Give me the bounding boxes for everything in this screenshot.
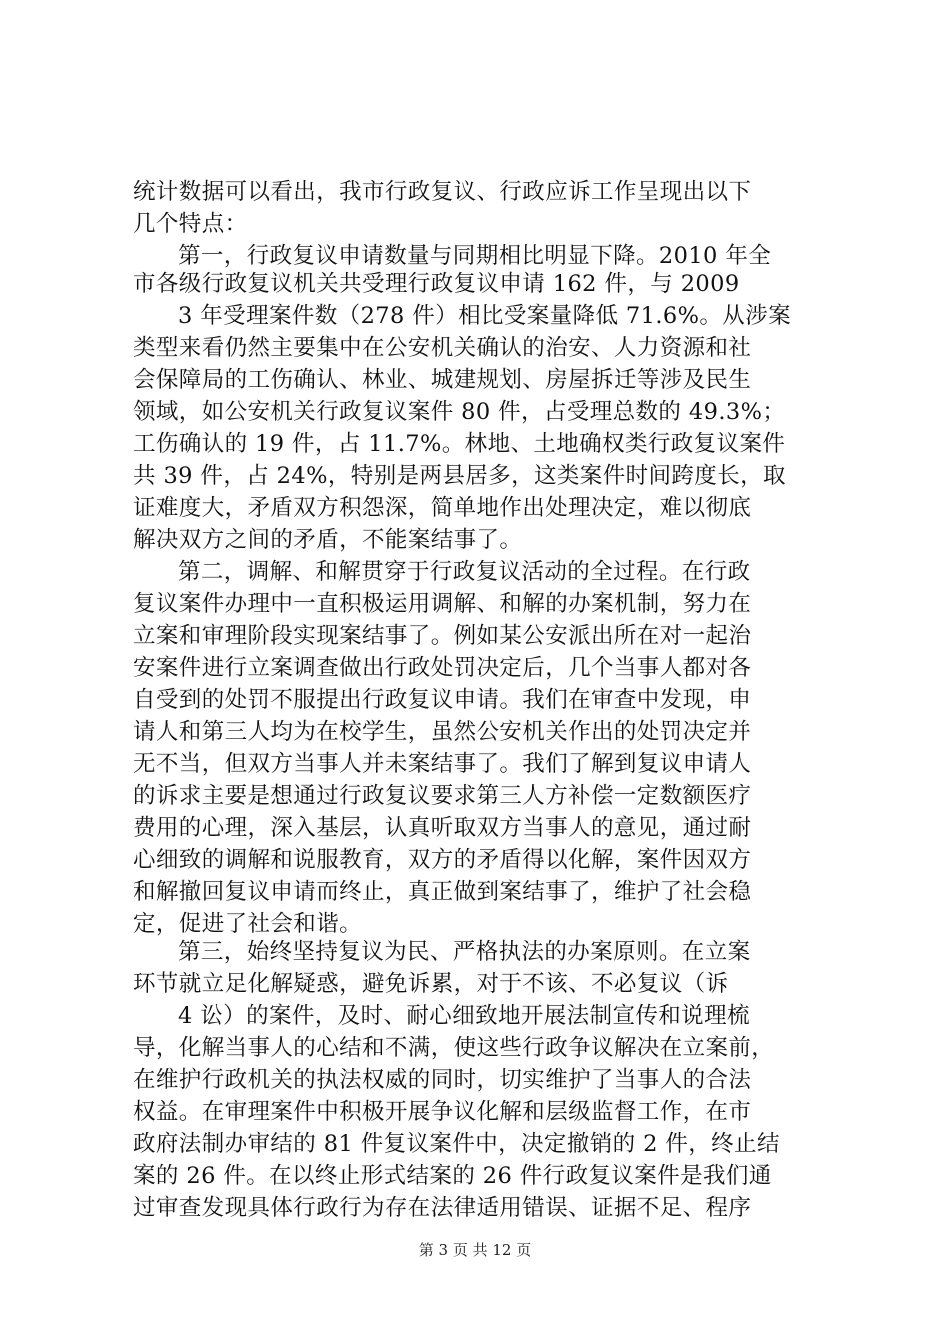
text-line: 环节就立足化解疑惑，避免诉累，对于不该、不必复议（诉 [133, 971, 729, 997]
text-line: 无不当，但双方当事人并未案结事了。我们了解到复议申请人 [133, 751, 752, 777]
text-line: 案的 26 件。在以终止形式结案的 26 件行政复议案件是我们通 [133, 1163, 772, 1189]
text-line: 几个特点： [133, 211, 248, 237]
text-line: 3 年受理案件数（278 件）相比受案量降低 71.6%。从涉案 [178, 303, 791, 329]
text-line: 安案件进行立案调查做出行政处罚决定后，几个当事人都对各 [133, 655, 752, 681]
text-line: 和解撤回复议申请而终止，真正做到案结事了，维护了社会稳 [133, 879, 752, 905]
paragraph-start-line: 第一，行政复议申请数量与同期相比明显下降。2010 年全 [178, 243, 772, 269]
text-line: 领域，如公安机关行政复议案件 80 件，占受理总数的 49.3%； [133, 399, 786, 425]
text-line: 证难度大，矛盾双方积怨深，简单地作出处理决定，难以彻底 [133, 495, 752, 521]
text-line: 自受到的处罚不服提出行政复议申请。我们在审查中发现，申 [133, 687, 752, 713]
text-line: 权益。在审理案件中积极开展争议化解和层级监督工作，在市 [133, 1099, 752, 1125]
paragraph-start-line: 第三，始终坚持复议为民、严格执法的办案原则。在立案 [178, 939, 751, 965]
text-line: 市各级行政复议机关共受理行政复议申请 162 件，与 2009 [133, 271, 740, 297]
page-number-footer: 第 3 页 共 12 页 [418, 1241, 532, 1259]
text-line: 定，促进了社会和谐。 [133, 911, 363, 937]
text-line: 会保障局的工伤确认、林业、城建规划、房屋拆迁等涉及民生 [133, 367, 752, 393]
text-line: 心细致的调解和说服教育，双方的矛盾得以化解，案件因双方 [133, 847, 752, 873]
text-line: 在维护行政机关的执法权威的同时，切实维护了当事人的合法 [133, 1067, 752, 1093]
text-line: 过审查发现具体行政行为存在法律适用错误、证据不足、程序 [133, 1195, 752, 1221]
text-line: 的诉求主要是想通过行政复议要求第三人方补偿一定数额医疗 [133, 783, 752, 809]
paragraph-start-line: 第二，调解、和解贯穿于行政复议活动的全过程。在行政 [178, 559, 751, 585]
text-line: 4 讼）的案件，及时、耐心细致地开展法制宣传和说理梳 [178, 1003, 750, 1029]
text-line: 复议案件办理中一直积极运用调解、和解的办案机制，努力在 [133, 591, 752, 617]
text-line: 统计数据可以看出，我市行政复议、行政应诉工作呈现出以下 [133, 179, 752, 205]
text-line: 类型来看仍然主要集中在公安机关确认的治安、人力资源和社 [133, 335, 752, 361]
text-line: 请人和第三人均为在校学生，虽然公安机关作出的处罚决定并 [133, 719, 752, 745]
text-line: 工伤确认的 19 件，占 11.7%。林地、土地确权类行政复议案件 [133, 431, 786, 457]
text-line: 导，化解当事人的心结和不满，使这些行政争议解决在立案前， [133, 1035, 775, 1061]
text-line: 解决双方之间的矛盾，不能案结事了。 [133, 527, 523, 553]
text-line: 费用的心理，深入基层，认真听取双方当事人的意见，通过耐 [133, 815, 752, 841]
text-line: 共 39 件，占 24%，特别是两县居多，这类案件时间跨度长，取 [133, 463, 786, 489]
text-line: 政府法制办审结的 81 件复议案件中，决定撤销的 2 件，终止结 [133, 1131, 780, 1157]
text-line: 立案和审理阶段实现案结事了。例如某公安派出所在对一起治 [133, 623, 752, 649]
